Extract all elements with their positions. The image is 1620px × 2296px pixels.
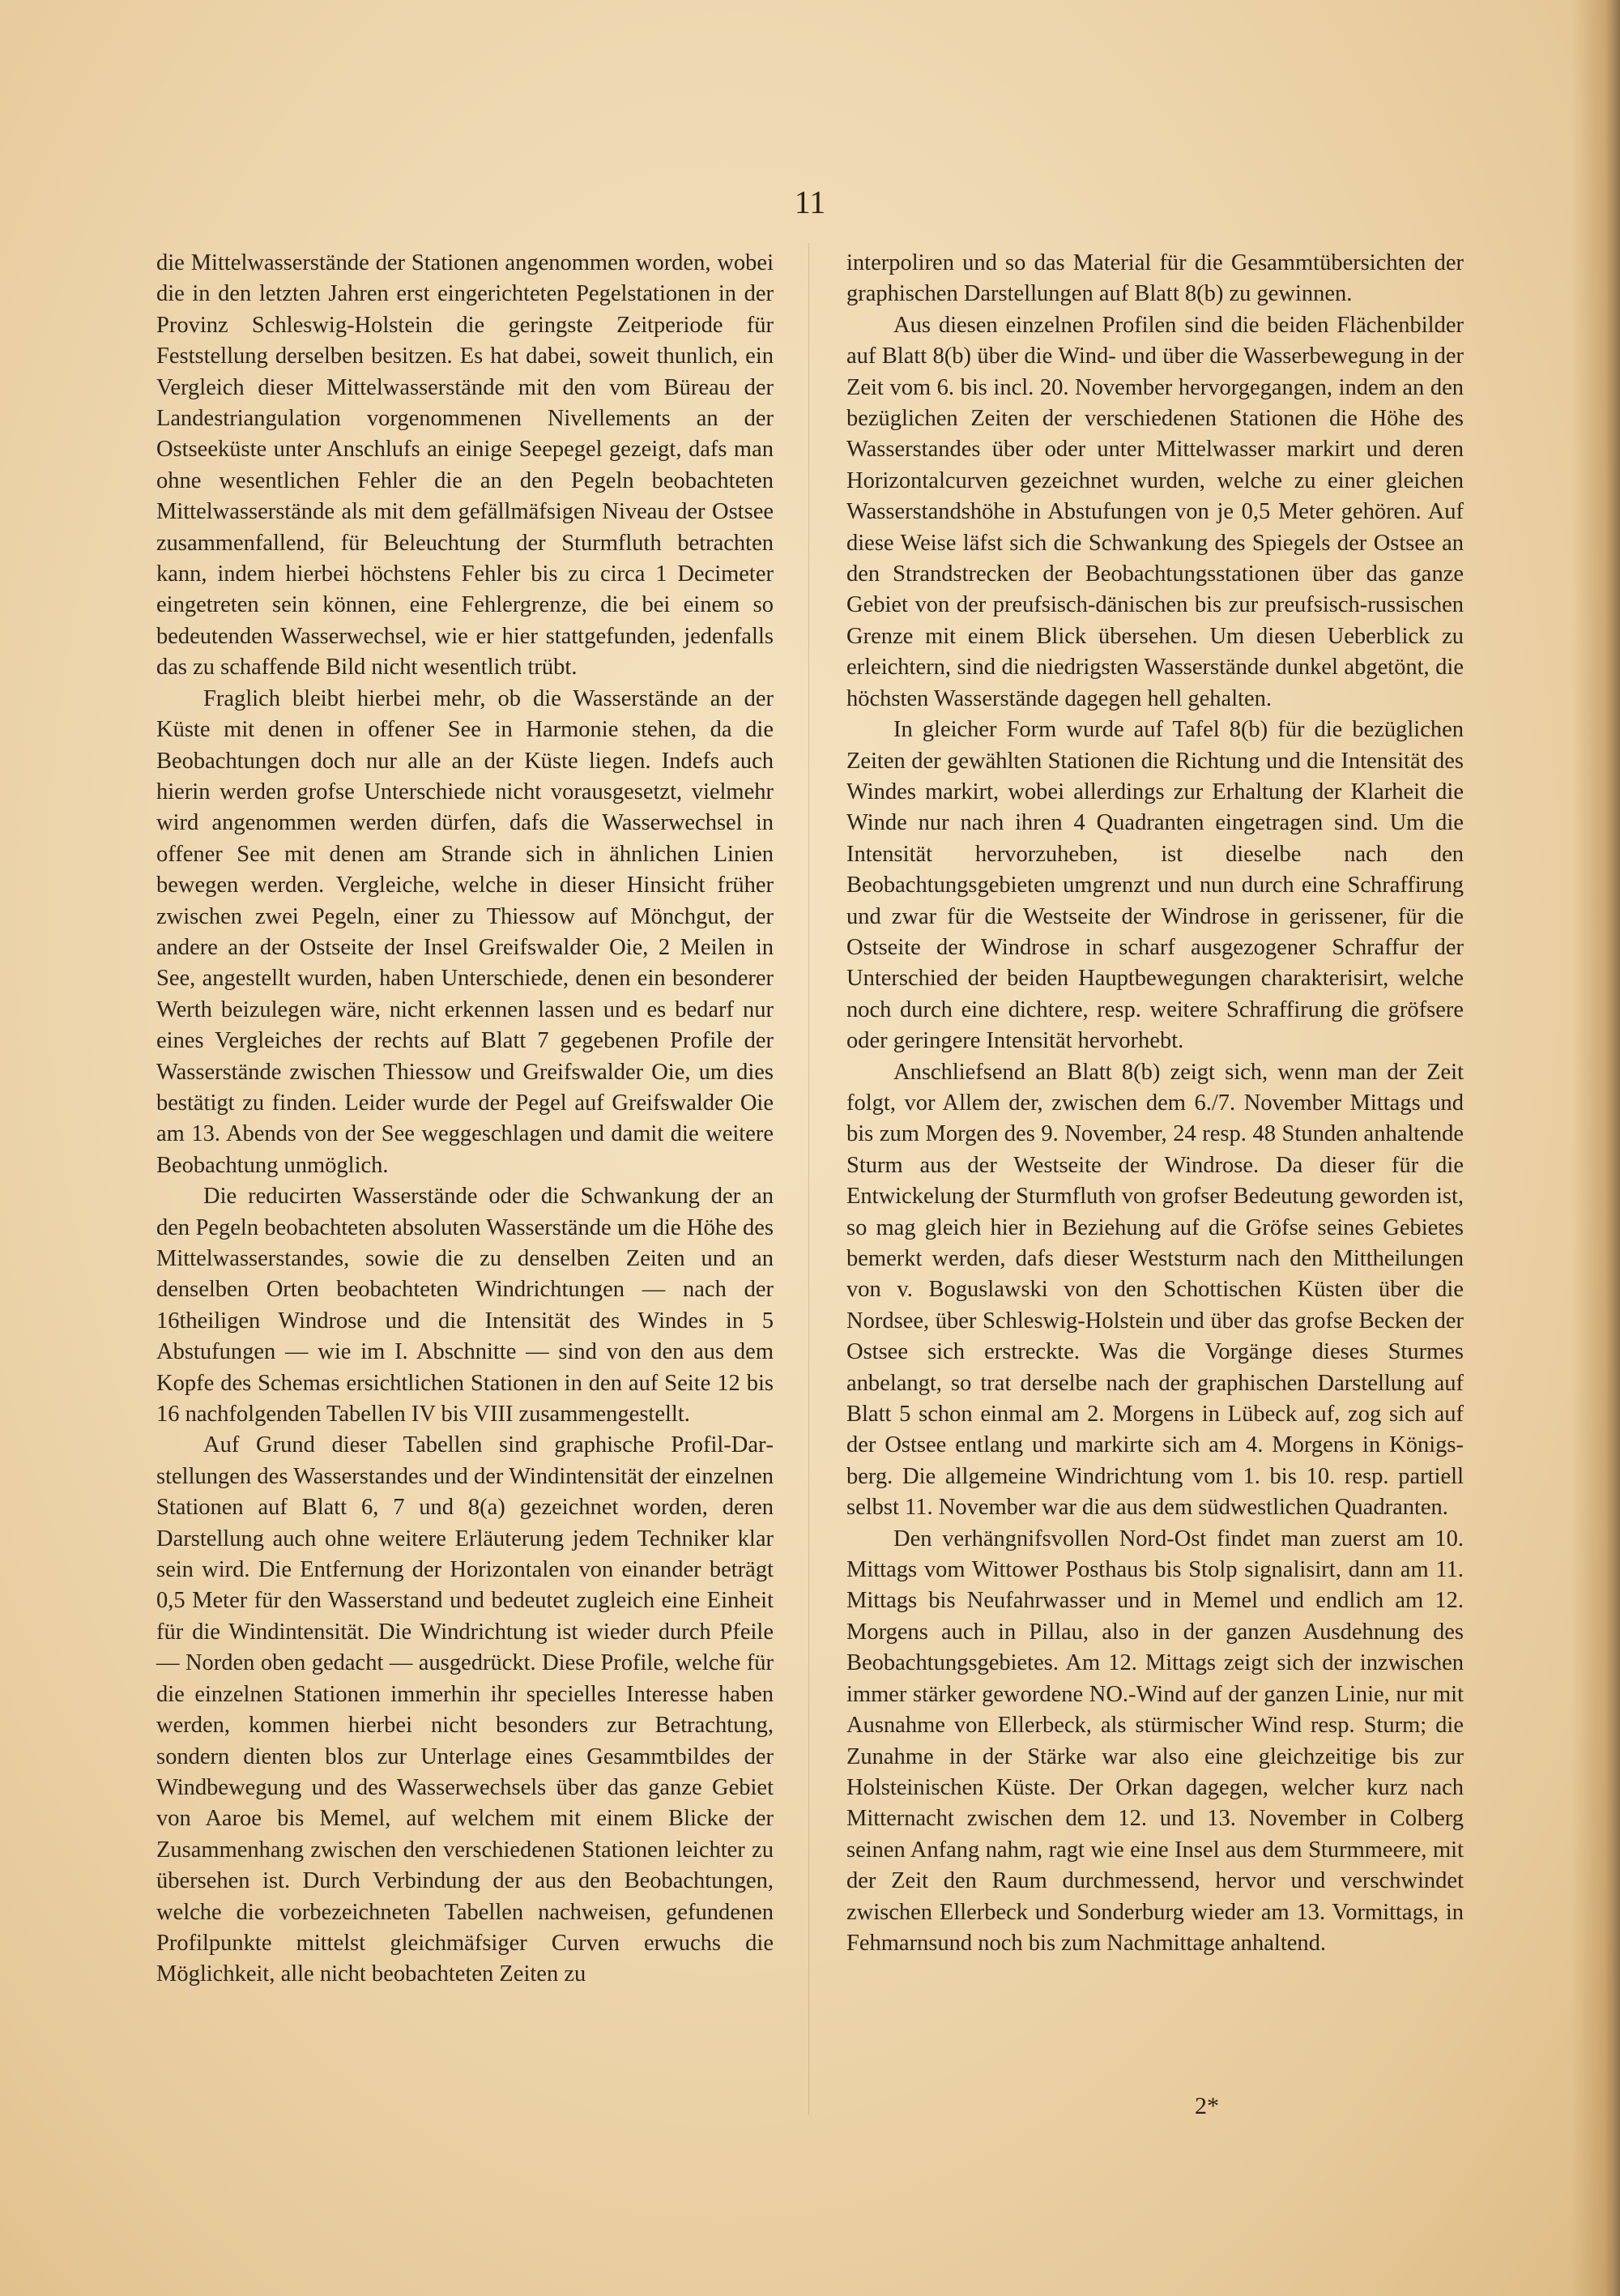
page-number: 11 [794,184,826,220]
column-divider [808,243,809,2115]
right-paragraph-4: Anschliefsend an Blatt 8(b) zeigt sich, wenn man der Zeit folgt, vor Allem der, zwischen dem 6./7. November Mittags und bis zum Morgen des 9. November, 24 resp. 48 Stunden anhaltende Sturm aus der Westseite der Windrose. Da dieser für die Entwickelung der Sturmfluth von grofser Bedeutung geworden ist, so mag gleich hier in Beziehung auf die Gröfse seines Gebietes bemerkt werden, dafs dieser Weststurm nach den Mittheilungen von v. Boguslawski von den Schottischen Küsten über die Nordsee, über Schleswig-Holstein und über das grofse Becken der Ostsee sich erstreckte. Was die Vorgänge dieses Sturmes anbelangt, so trat derselbe nach der graphischen Darstellung auf Blatt 5 schon einmal am 2. Morgens in Lübeck auf, zog sich auf der Ostsee entlang und markirte sich am 4. Morgens in Königsberg. Die allgemeine Windrichtung vom 1. bis 10. resp. partiell selbst 11. November war die aus dem südwestlichen Quadranten. [846,1059,1464,1521]
left-paragraph-4: Auf Grund dieser Tabellen sind graphische Profil-Darstellungen des Wasserstandes und der Windintensität der einzelnen Stationen auf Blatt 6, 7 und 8(a) gezeichnet worden, deren Darstellung auch ohne weitere Erläuterung jedem Techniker klar sein wird. Die Entfernung der Horizontalen von einander beträgt 0,5 Meter für den Wasserstand und bedeutet zugleich eine Einheit für die Windintensität. Die Windrichtung ist wieder durch Pfeile — Norden oben gedacht — ausgedrückt. Diese Profile, welche für die einzelnen Stationen immerhin ihr specielles Interesse haben werden, kommen hierbei nicht besonders zur Betrachtung, sondern dienten blos zur Unterlage eines Gesammtbildes der Windbewegung und des Wasserwechsels über das ganze Gebiet von Aaroe bis Memel, auf welchem mit einem Blicke der Zusammenhang zwischen den verschiedenen Stationen leichter zu übersehen ist. Durch Verbindung der aus den Beobachtungen, welche die vorbezeichneten Tabellen nachweisen, gefundenen Profilpunkte mittelst gleichmäfsiger Curven erwuchs die Möglichkeit, alle nicht beobachteten Zeiten zu [156,1432,774,1987]
left-paragraph-3: Die reducirten Wasserstände oder die Schwankung der an den Pegeln beobachteten absoluten Wasserstände um die Höhe des Mittelwasserstandes, sowie die zu denselben Zeiten und an denselben Orten beobachteten Windrichtungen — nach der 16theiligen Windrose und die Intensität des Windes in 5 Abstufungen — wie im I. Abschnitte — sind von den aus dem Kopfe des Schemas ersichtlichen Stationen in den auf Seite 12 bis 16 nachfolgenden Tabellen IV bis VIII zusammengestellt. [156,1184,774,1428]
right-paragraph-5: Den verhängnifsvollen Nord-Ost findet man zuerst am 10. Mittags vom Wittower Posthaus bis Stolp signalisirt, dann am 11. Mittags bis Neufahrwasser und in Memel und endlich am 12. Morgens auch in Pillau, also in der ganzen Ausdehnung des Beobachtungsgebietes. Am 12. Mittags zeigt sich der inzwischen immer stärker gewordene NO.-Wind auf der ganzen Linie, nur mit Ausnahme von Ellerbeck, als stürmischer Wind resp. Sturm; die Zunahme in der Stärke war also eine gleichzeitige bis zur Holsteinischen Küste. Der Orkan dagegen, welcher kurz nach Mitternacht zwischen dem 12. und 13. November in Colberg seinen Anfang nahm, ragt wie eine Insel aus dem Sturmmeere, mit der Zeit den Raum durchmessend, hervor und verschwindet zwischen Ellerbeck und Sonderburg wieder am 13. Vormittags, in Fehmarnsund noch bis zum Nachmittage anhaltend. [846,1526,1464,1956]
right-paragraph-1: interpoliren und so das Material für die Gesammtübersichten der graphischen Darstellungen auf Blatt 8(b) zu gewinnen. [846,250,1464,307]
left-paragraph-1: die Mittelwasserstände der Stationen angenommen worden, wobei die in den letzten Jahren erst eingerichteten Pegelstationen in der Provinz Schleswig-Holstein die geringste Zeitperiode für Feststellung derselben besitzen. Es hat dabei, soweit thunlich, ein Vergleich dieser Mittelwasserstände mit den vom Büreau der Landestriangulation vorgenommenen Nivellements an der Ostseeküste unter Anschlufs an einige Seepegel gezeigt, dafs man ohne wesentlichen Fehler die an den Pegeln beobachteten Mittelwasserstände als mit dem gefällmäfsigen Niveau der Ostsee zusammenfallend, für Beleuchtung der Sturmfluth betrachten kann, indem hierbei höchstens Fehler bis zu circa 1 Decimeter eingetreten sein können, eine Fehlergrenze, die bei einem so bedeutenden Wasserwechsel, wie er hier stattgefunden, jedenfalls das zu schaffende Bild nicht wesentlich trübt. [156,250,774,681]
right-paragraph-2: Aus diesen einzelnen Profilen sind die beiden Flächenbilder auf Blatt 8(b) über die Wind- und über die Wasserbewegung in der Zeit vom 6. bis incl. 20. November hervorgegangen, indem an den bezüglichen Zeiten der verschiedenen Stationen die Höhe des Wasserstandes über oder unter Mittelwasser markirt und deren Horizontalcurven gezeichnet wurden, welche zu einer gleichen Wasserstandshöhe in Abstufungen von je 0,5 Meter gehören. Auf diese Weise läfst sich die Schwankung des Spiegels der Ostsee an den Strandstrecken der Beobachtungsstationen über das ganze Gebiet von der preufsisch-dänischen bis zur preufsisch-russischen Grenze mit einem Blick übersehen. Um diesen Ueberblick zu erleichtern, sind die niedrigsten Wasserstände dunkel abgetönt, die höchsten Wasserstände dagegen hell gehalten. [846,312,1464,711]
page-edge-shadow [1571,0,1620,2296]
right-column [846,248,1464,1959]
right-paragraph-3: In gleicher Form wurde auf Tafel 8(b) für die bezüglichen Zeiten der gewählten Stationen die Richtung und die Intensität des Windes markirt, wobei allerdings zur Erhaltung der Klarheit die Winde nur nach ihren 4 Quadranten eingetragen sind. Um die Intensität hervorzuheben, ist dieselbe nach den Beobachtungsgebieten umgrenzt und nun durch eine Schraffirung und zwar für die Westseite der Windrose in gerissener, für die Ostseite der Windrose in scharf ausgezogener Schraffur der Unterschied der beiden Hauptbewegungen charakterisirt, welche noch durch eine dichtere, resp. weitere Schraffirung die gröfsere oder geringere Intensität hervorhebt. [846,717,1464,1054]
left-paragraph-2: Fraglich bleibt hierbei mehr, ob die Wasserstände an der Küste mit denen in offener See in Harmonie stehen, da die Beobachtungen doch nur alle an der Küste liegen. Indefs auch hierin werden grofse Unterschiede nicht vorausgesetzt, vielmehr wird angenommen werden dürfen, dafs die Wasserwechsel in offener See mit denen am Strande sich in ähnlichen Linien bewegen werden. Vergleiche, welche in dieser Hinsicht früher zwischen zwei Pegeln, einer zu Thiessow auf Mönchgut, der andere an der Ostseite der Insel Greifswalder Oie, 2 Meilen in See, angestellt wurden, haben Unterschiede, denen ein besonderer Werth beizulegen wäre, nicht erkennen lassen und es bedarf nur eines Vergleiches der rechts auf Blatt 7 gegebenen Profile der Wasserstände zwischen Thiessow und Greifswalder Oie, um dies bestätigt zu finden. Leider wurde der Pegel auf Greifswalder Oie am 13. Abends von der See weggeschlagen und damit die weitere Beobachtung unmöglich. [156,685,774,1178]
left-column [156,248,774,1991]
printer-signature-mark: 2* [1195,2093,1219,2119]
